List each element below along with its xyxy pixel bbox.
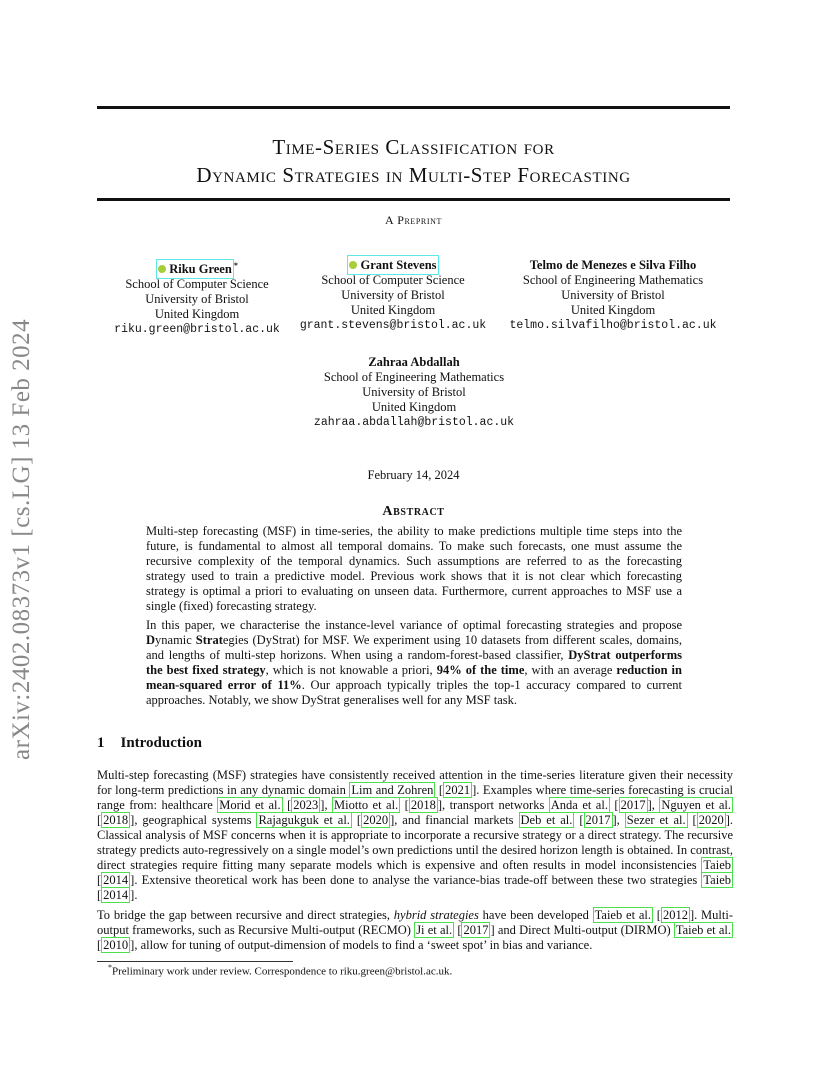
- citation-link[interactable]: Rajagukguk et al.: [258, 813, 350, 827]
- author-block-3: [502, 258, 724, 333]
- citation-link[interactable]: 2018: [103, 813, 129, 827]
- citation-link[interactable]: 2017: [585, 813, 611, 827]
- body-text: ].: [130, 888, 138, 902]
- citation-link[interactable]: 2017: [620, 798, 646, 812]
- citation-link[interactable]: 2020: [698, 813, 724, 827]
- body-text: ],: [647, 798, 660, 812]
- author-dept: School of Computer Science: [321, 273, 465, 287]
- citation-link[interactable]: Miotto et al.: [334, 798, 399, 812]
- body-text: [: [435, 783, 444, 797]
- author-email: riku.green@bristol.ac.uk: [114, 323, 280, 337]
- orcid-link-1[interactable]: [156, 259, 234, 279]
- citation-link[interactable]: Taieb et al.: [594, 908, 651, 922]
- citation-link[interactable]: Anda et al.: [550, 798, 608, 812]
- citation-link[interactable]: 2018: [410, 798, 436, 812]
- arxiv-sidebar-stamp: arXiv:2402.08373v1 [cs.LG] 13 Feb 2024: [8, 318, 35, 760]
- abstract-paragraph-1: Multi-step forecasting (MSF) in time-series, the ability to make predictions multiple time steps into the future, is fundamental to almost all temporal domains. To make such forecasts, one must assume the recursive complexity of the temporal dynamics. Such assumptions are referred to as the forecasting strategy used to train a predictive model. Previous work shows that it is not clear which forecasting strategy is optimal a priori to evaluating on unseen data. Furthermore, current approaches to MSF use a single (fixed) forecasting strategy.: [146, 524, 682, 613]
- body-text: ],: [320, 798, 333, 812]
- citation-link[interactable]: Sezer et al.: [626, 813, 686, 827]
- body-text: ]. Examples where time-series forecasting is crucial range from: healthcare: [97, 783, 733, 812]
- author-university: University of Bristol: [341, 288, 445, 302]
- abstract-body: [146, 524, 682, 712]
- body-text: ]. Classical analysis of MSF concerns when it is appropriate to incorporate a recursive strategy or a direct strategy. The recursive strategy predicts auto-regressively on a single model’s own predictions until the desired horizon length is obtained. In contrast, direct strategies require fitting many separate models which is expensive and often results in model inconsistencies: [97, 813, 734, 872]
- body-text: [: [653, 908, 661, 922]
- orcid-icon: [158, 265, 166, 273]
- body-text: [: [97, 873, 102, 887]
- author-dept: School of Engineering Mathematics: [522, 273, 704, 287]
- author-university: University of Bristol: [145, 292, 249, 307]
- body-text: ], allow for tuning of output-dimension of models to find a ‘sweet spot’ in bias and variance.: [130, 938, 593, 952]
- abstract-paragraph-2: In this paper, we characterise the instance-level variance of optimal forecasting strategies and propose Dynamic Strategies (DyStrat) for MSF. We experiment using 10 datasets from different scales, domains, and lengths of multi-step horizons. When using a random-forest-based classifier, DyStrat outperforms the best fixed strategy, which is not knowable a priori, 94% of the time, with an average reduction in mean-squared error of 11%. Our approach typically triples the top-1 accuracy compared to current approaches. Notably, we show DyStrat generalises well for any MSF task.: [146, 618, 682, 707]
- section-heading: [97, 735, 202, 752]
- body-text: [: [400, 798, 409, 812]
- intro-paragraph-1: [97, 768, 733, 903]
- author-name: Zahraa Abdallah: [368, 355, 460, 369]
- author-country: United Kingdom: [570, 303, 656, 317]
- paper-title: [97, 133, 730, 189]
- citation-link[interactable]: 2020: [363, 813, 389, 827]
- orcid-link-2[interactable]: [347, 255, 438, 275]
- author-name: Grant Stevens: [360, 258, 437, 272]
- citation-link[interactable]: Lim and Zohren: [351, 783, 434, 797]
- section-title: Introduction: [120, 735, 202, 751]
- citation-link[interactable]: 2023: [293, 798, 319, 812]
- abstract-heading: Abstract: [382, 504, 445, 519]
- author-dept: School of Engineering Mathematics: [323, 370, 505, 384]
- body-text: ], transport networks: [437, 798, 549, 812]
- footnote-rule: [97, 961, 293, 962]
- preprint-label: A Preprint: [384, 213, 442, 227]
- body-text: Multi-step forecasting (MSF) strategies have consistently received attention in the time-series literature given their necessity for long-term predictions in any dynamic domain: [97, 768, 733, 797]
- body-text: ],: [612, 813, 625, 827]
- footnote-mark: *: [108, 963, 112, 972]
- body-text: [: [282, 798, 292, 812]
- citation-link[interactable]: Taieb: [703, 858, 731, 872]
- author-block-4: [300, 355, 528, 430]
- author-email: telmo.silvafilho@bristol.ac.uk: [509, 319, 717, 332]
- body-text: To bridge the gap between recursive and direct strategies,: [97, 908, 394, 922]
- citation-link[interactable]: 2010: [103, 938, 129, 952]
- footnote-text: Preliminary work under review. Correspondence to riku.green@bristol.ac.uk.: [112, 965, 453, 978]
- author-email: grant.stevens@bristol.ac.uk: [299, 319, 487, 332]
- citation-link[interactable]: Taieb: [703, 873, 731, 887]
- citation-link[interactable]: 2021: [445, 783, 471, 797]
- citation-link[interactable]: 2014: [103, 873, 129, 887]
- body-text: [: [97, 888, 102, 902]
- author-name: Telmo de Menezes e Silva Filho: [529, 258, 697, 272]
- title-bottom-rule: [97, 198, 730, 201]
- citation-link[interactable]: Nguyen et al.: [661, 798, 732, 812]
- body-text: ]. Extensive theoretical work has been done to analyse the variance-bias trade-off between these two strategies: [130, 873, 702, 887]
- author-dept: School of Computer Science: [125, 277, 269, 292]
- paper-date: February 14, 2024: [367, 468, 460, 482]
- body-text: ] and Direct Multi-output (DIRMO): [490, 923, 674, 937]
- author-university: University of Bristol: [362, 385, 466, 399]
- title-top-rule: [97, 106, 730, 109]
- body-text: ]. Multi-output frameworks, such as Recursive Multi-output (RECMO): [97, 908, 734, 937]
- citation-link[interactable]: Deb et al.: [520, 813, 573, 827]
- introduction-body: [97, 768, 733, 958]
- body-text: [: [97, 813, 102, 827]
- orcid-icon: [349, 261, 357, 269]
- author-university: University of Bristol: [561, 288, 665, 302]
- body-text: [: [687, 813, 697, 827]
- citation-link[interactable]: 2017: [463, 923, 489, 937]
- body-text: [: [574, 813, 584, 827]
- emphasis-text: hybrid strategies: [393, 908, 479, 922]
- body-text: have been developed: [478, 908, 593, 922]
- footnote-mark[interactable]: *: [233, 261, 238, 270]
- author-country: United Kingdom: [154, 307, 240, 322]
- citation-link[interactable]: 2014: [103, 888, 129, 902]
- author-name: Riku Green: [169, 262, 232, 277]
- body-text: ], geographical systems: [130, 813, 257, 827]
- body-text: [: [351, 813, 362, 827]
- author-country: United Kingdom: [371, 400, 457, 414]
- section-number: 1: [97, 735, 105, 751]
- intro-paragraph-2: [97, 908, 733, 953]
- citation-link[interactable]: Ji et al.: [416, 923, 453, 937]
- author-country: United Kingdom: [350, 303, 436, 317]
- body-text: ], and financial markets: [390, 813, 519, 827]
- citation-link[interactable]: Taieb et al.: [675, 923, 732, 937]
- title-line-1: Time-Series Classification for: [272, 135, 555, 159]
- author-block-1: [107, 258, 287, 337]
- title-line-2: Dynamic Strategies in Multi-Step Forecasting: [196, 163, 631, 187]
- author-email: zahraa.abdallah@bristol.ac.uk: [313, 416, 515, 429]
- body-text: [: [97, 938, 102, 952]
- body-text: [: [454, 923, 462, 937]
- citation-link[interactable]: 2012: [662, 908, 688, 922]
- footnote: [108, 963, 452, 978]
- body-text: [: [609, 798, 619, 812]
- author-block-2: [298, 258, 488, 333]
- citation-link[interactable]: Morid et al.: [219, 798, 281, 812]
